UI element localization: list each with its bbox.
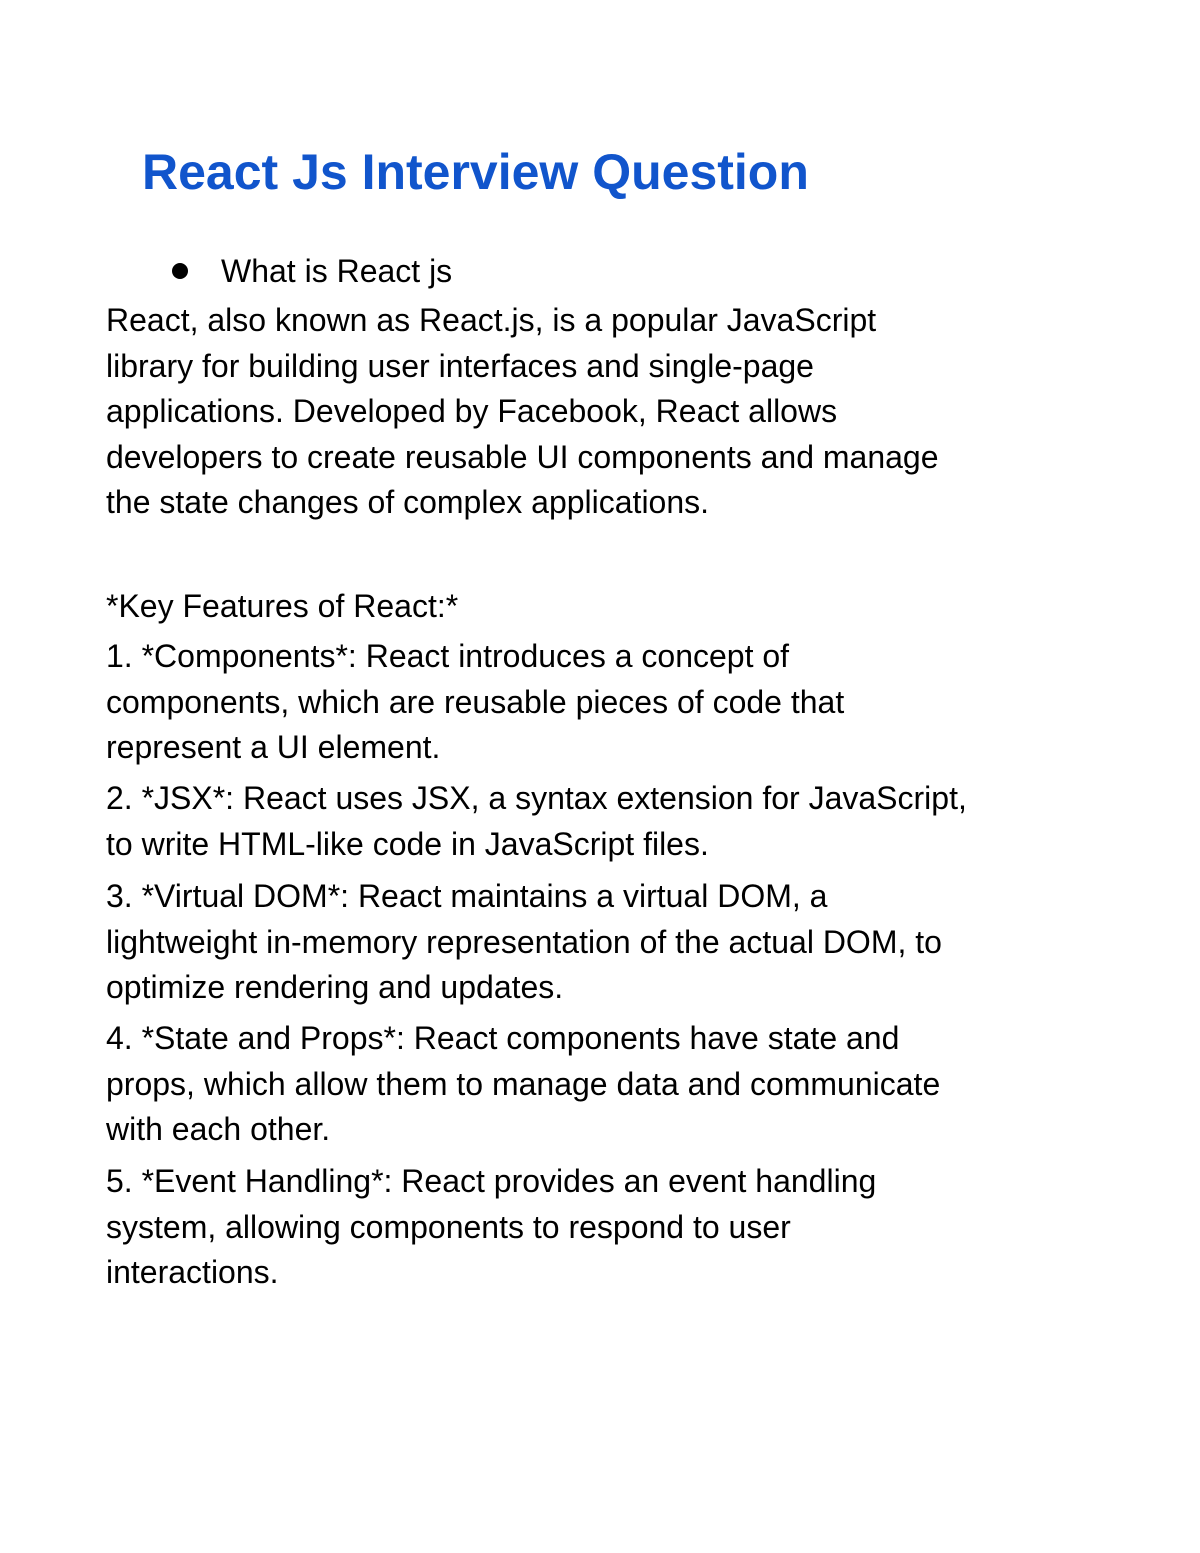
feature-item-virtual-dom — [106, 874, 1106, 1011]
question-text: What is React js — [221, 253, 453, 289]
feature-line: props, which allow them to manage data and communicate — [106, 1065, 941, 1102]
feature-line: 4. *State and Props*: React components have state and — [106, 1020, 900, 1056]
features-heading-text: *Key Features of React:* — [106, 588, 459, 624]
features-heading — [106, 584, 1106, 630]
intro-line: applications. Developed by Facebook, React allows — [106, 393, 838, 430]
intro-paragraph — [106, 298, 1106, 526]
intro-line: React, also known as React.js, is a popular JavaScript — [106, 302, 877, 338]
feature-line: components, which are reusable pieces of code that — [106, 683, 845, 720]
page-title: React Js Interview Question — [142, 144, 809, 200]
feature-line: optimize rendering and updates. — [106, 969, 564, 1006]
feature-line: 1. *Components*: React introduces a concept of — [106, 638, 790, 674]
feature-line: with each other. — [106, 1111, 331, 1148]
feature-item-event-handling — [106, 1159, 1106, 1296]
feature-item-jsx — [106, 776, 1106, 867]
intro-line: library for building user interfaces and single-page — [106, 347, 814, 384]
feature-line: 3. *Virtual DOM*: React maintains a virtual DOM, a — [106, 878, 828, 914]
intro-line: developers to create reusable UI components and manage — [106, 438, 939, 475]
feature-line: 2. *JSX*: React uses JSX, a syntax extension for JavaScript, — [106, 780, 967, 816]
bullet-dot-icon — [172, 263, 188, 279]
feature-item-state-and-props — [106, 1016, 1106, 1153]
feature-line: 5. *Event Handling*: React provides an event handling — [106, 1163, 877, 1199]
feature-line: represent a UI element. — [106, 729, 441, 766]
question-bullet — [172, 250, 452, 292]
intro-line: the state changes of complex applications. — [106, 484, 710, 521]
feature-line: to write HTML-like code in JavaScript files. — [106, 825, 709, 862]
feature-line: interactions. — [106, 1254, 279, 1291]
feature-line: system, allowing components to respond to user — [106, 1208, 791, 1245]
feature-line: lightweight in-memory representation of the actual DOM, to — [106, 923, 942, 960]
feature-item-components — [106, 634, 1106, 771]
